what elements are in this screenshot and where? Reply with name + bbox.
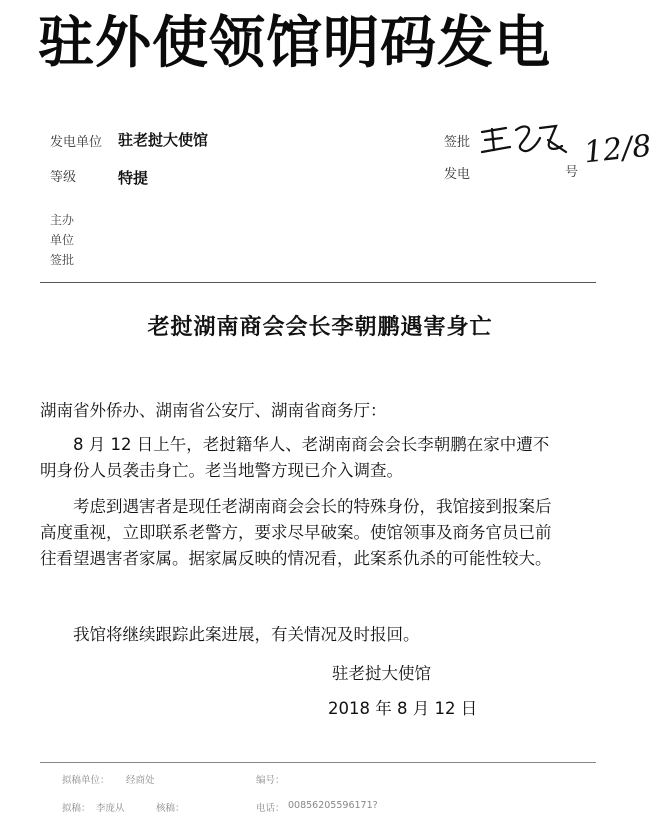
footer-drafter-value: 李庞从: [96, 803, 125, 814]
host-label-1: 主办: [50, 213, 75, 227]
footer-reviewer-label: 核稿：: [156, 803, 185, 814]
paragraph-3: 我馆将继续跟踪此案进展，有关情况及时报回。: [73, 625, 420, 644]
sender-signature: 驻老挝大使馆: [332, 664, 431, 683]
footer-phone-label: 电话：: [256, 803, 285, 814]
grade-label: 等级: [50, 170, 77, 185]
paragraph-1: 8 月 12 日上午，老挝籍华人、老湖南商会会长李朝鹏在家中遭不明身份人员袭击身亡。老当地警方现已介入调查。: [40, 435, 550, 480]
footer-number-label: 编号：: [256, 775, 285, 786]
recipients: 湖南省外侨办、湖南省公安厅、湖南省商务厅：: [40, 401, 387, 420]
number-label: 号: [565, 165, 579, 180]
send-label: 发电: [444, 167, 471, 182]
footer-drafting-unit-label: 拟稿单位：: [62, 775, 110, 786]
paragraph-2: 考虑到遇害者是现任老湖南商会会长的特殊身份，我馆接到报案后高度重视，立即联系老警方，要求尽早破案。使馆领事及商务官员已前往看望遇害者家属。据家属反映的情况看，此案系仇杀的可能性较大。: [40, 497, 552, 568]
document-date: 2018 年 8 月 12 日: [328, 699, 478, 718]
approval-label: 签批: [444, 135, 471, 150]
host-label-2: 单位: [50, 233, 75, 247]
sender-unit-value: 驻老挝大使馆: [118, 131, 209, 149]
header-divider: [40, 282, 596, 283]
footer-drafter-label: 拟稿：: [62, 803, 91, 814]
sender-unit-label: 发电单位: [50, 135, 103, 150]
footer-phone-value: 00856205596171?: [288, 800, 378, 811]
handwritten-number: 12/8: [582, 128, 653, 171]
host-label-3: 签批: [50, 253, 75, 267]
grade-value: 特提: [118, 169, 149, 187]
approval-signature: [476, 116, 586, 162]
footer-divider: [40, 762, 596, 763]
document-title: 老挝湖南商会会长李朝鹏遇害身亡: [147, 315, 493, 340]
telegram-header-title: 驻外使领馆明码发电: [38, 10, 551, 76]
footer-drafting-unit-value: 经商处: [126, 775, 155, 786]
